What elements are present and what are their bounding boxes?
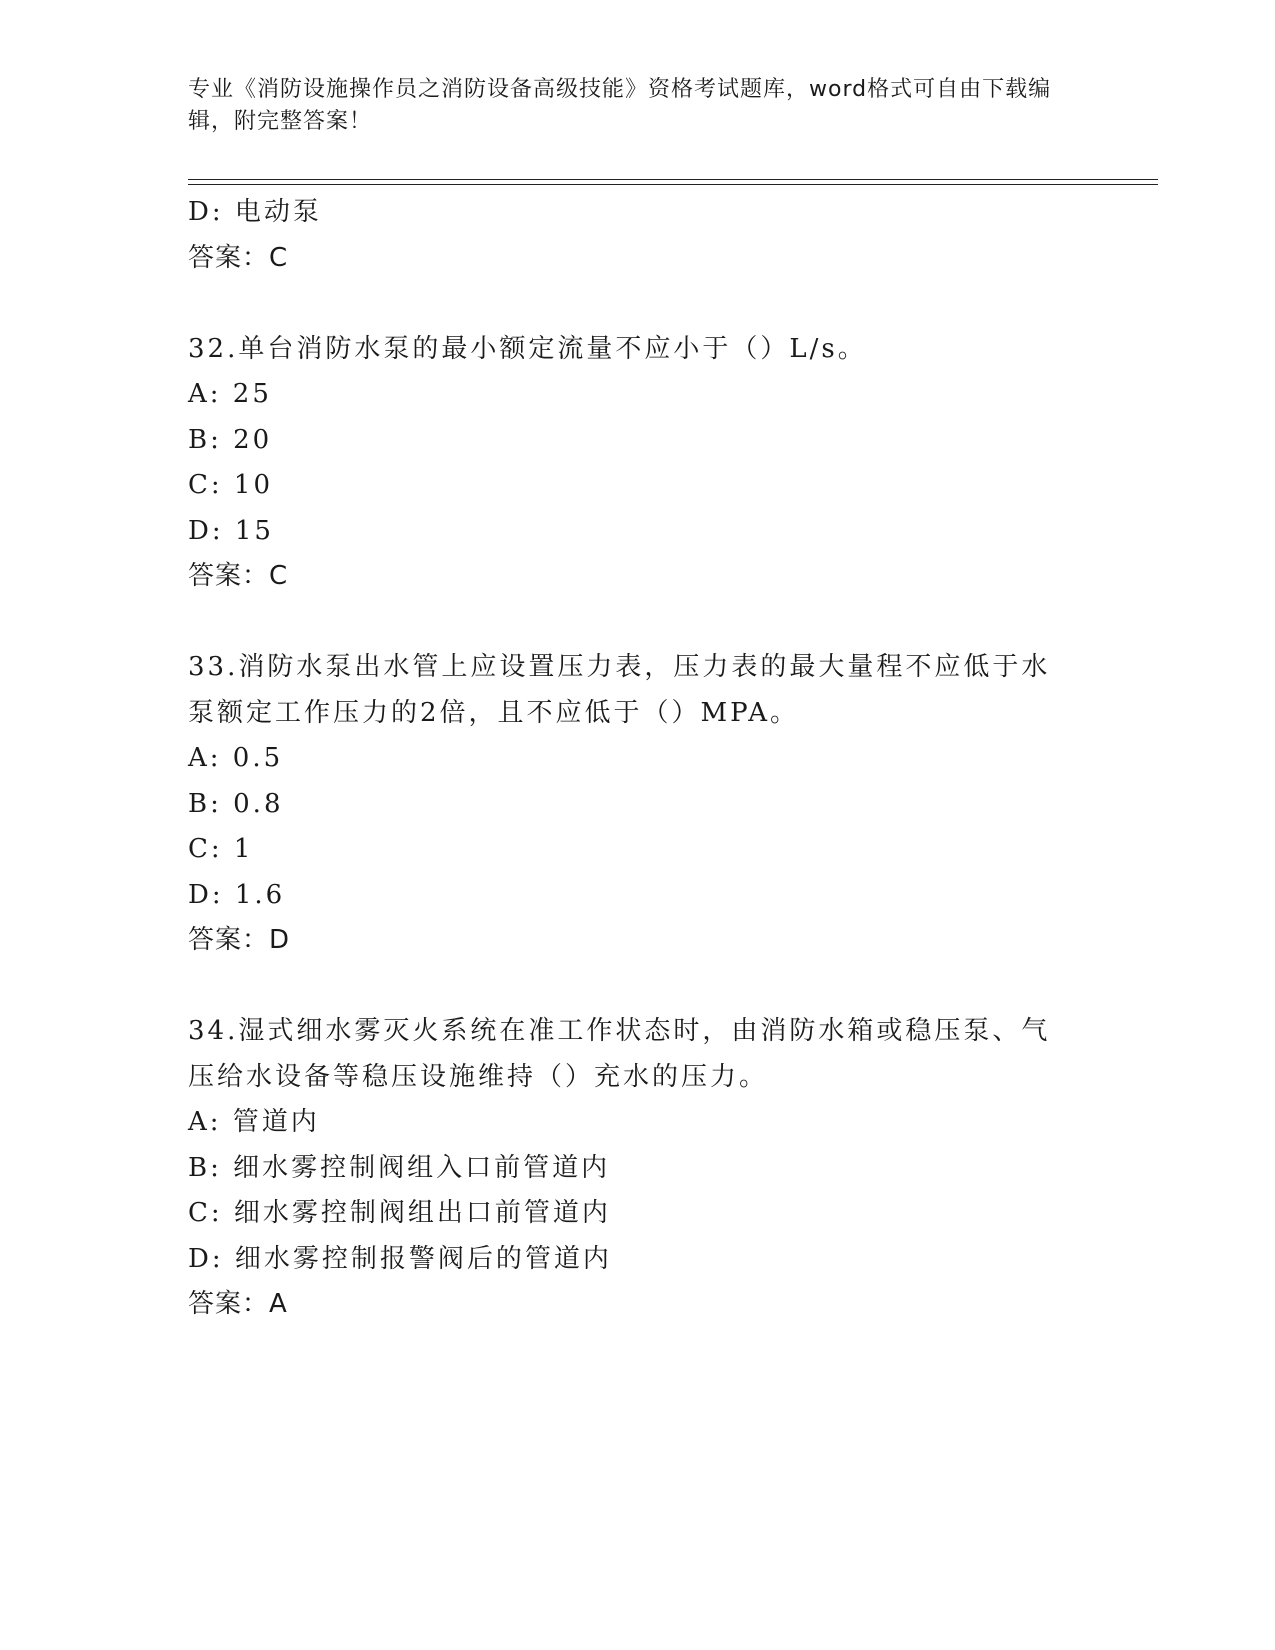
question-32 — [188, 327, 1088, 600]
question-33 — [188, 645, 1088, 964]
answer: 答案：C — [188, 561, 289, 591]
header-rule-top — [188, 179, 1158, 180]
question-stem: 32.单台消防水泵的最小额定流量不应小于（）L/s。 — [188, 333, 867, 364]
document-header: 专业《消防设施操作员之消防设备高级技能》资格考试题库，word格式可自由下载编辑，附完整答案！ — [188, 77, 1052, 134]
option-a: A: 管道内 — [188, 1107, 320, 1137]
answer: 答案：A — [188, 1289, 288, 1319]
answer: 答案：D — [188, 925, 291, 955]
option-b: B: 细水雾控制阀组入口前管道内 — [188, 1152, 611, 1183]
question-stem: 33.消防水泵出水管上应设置压力表，压力表的最大量程不应低于水泵额定工作压力的2倍，且不应低于（）MPA。 — [188, 652, 1051, 728]
question-34 — [188, 1009, 1088, 1328]
spacer — [188, 964, 1088, 1010]
option-b: B: 0.8 — [188, 788, 284, 819]
prev-option-d: D: 电动泵 — [188, 197, 322, 227]
document-body — [188, 190, 1088, 1328]
header-rule-bottom — [188, 184, 1158, 185]
option-c: C: 细水雾控制阀组出口前管道内 — [188, 1198, 611, 1228]
prev-answer: 答案：C — [188, 242, 289, 273]
spacer — [188, 600, 1088, 646]
spacer — [188, 281, 1088, 327]
option-d: D: 细水雾控制报警阀后的管道内 — [188, 1243, 612, 1274]
option-a: A: 0.5 — [188, 743, 284, 773]
option-a: A: 25 — [188, 379, 272, 409]
question-stem: 34.湿式细水雾灭火系统在准工作状态时，由消防水箱或稳压泵、气压给水设备等稳压设施维持（）充水的压力。 — [188, 1016, 1051, 1092]
option-c: C: 10 — [188, 470, 274, 500]
option-d: D: 15 — [188, 515, 274, 546]
option-c: C: 1 — [188, 834, 254, 864]
option-b: B: 20 — [188, 424, 273, 455]
option-d: D: 1.6 — [188, 879, 286, 910]
